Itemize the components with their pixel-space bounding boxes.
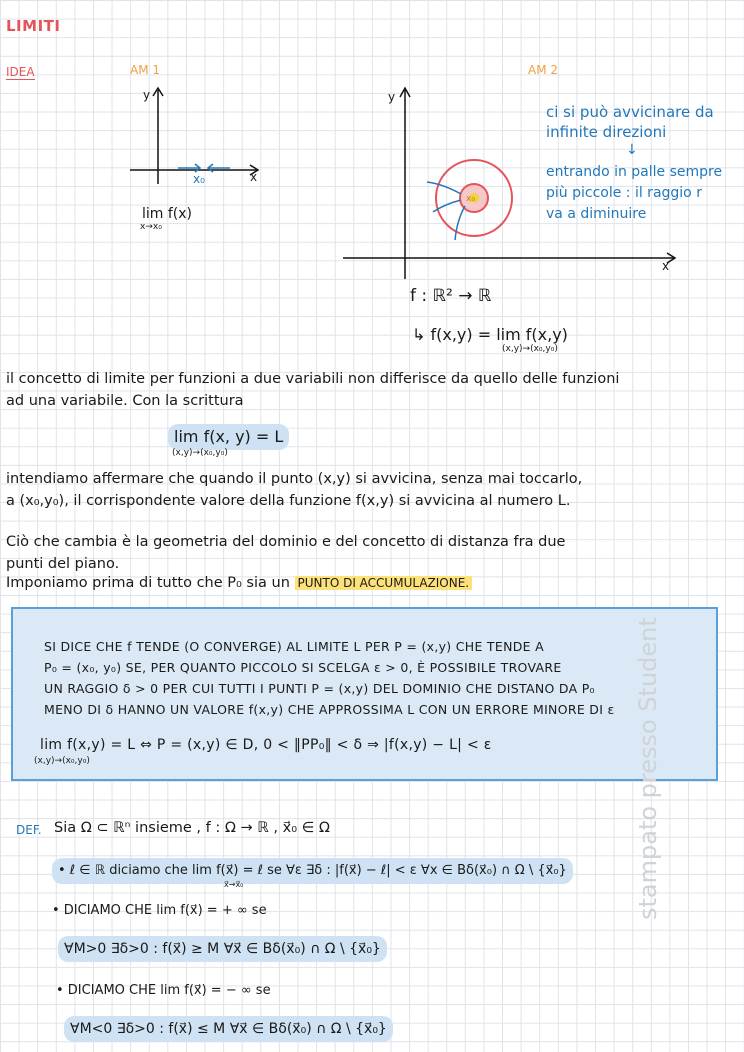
paragraph-line: Ciò che cambia è la geometria del dominio e del concetto di distanza fra due xyxy=(6,534,566,550)
am1-limit-sub: x→x₀ xyxy=(140,222,162,232)
definition-box-formula: lim f(x,y) = L ⇔ P = (x,y) ∈ D, 0 < ‖PP₀‖ < δ ⇒ |f(x,y) − L| < ε xyxy=(40,737,492,753)
paragraph-line: ad una variabile. Con la scrittura xyxy=(6,393,244,409)
paragraph-3 xyxy=(6,531,565,575)
paragraph-line: a (x₀,y₀), il corrispondente valore della funzione f(x,y) si avvicina al numero L. xyxy=(6,493,571,509)
box-line: P₀ = (x₀, y₀) SE, PER QUANTO PICCOLO SI SCELGA ε > 0, È POSSIBILE TROVARE xyxy=(44,660,562,675)
paragraph-line: punti del piano. xyxy=(6,556,120,572)
def-label: DEF. xyxy=(16,823,42,837)
am2-note-line: infinite direzioni xyxy=(546,123,667,141)
am1-point-label: x₀ xyxy=(193,172,205,186)
paragraph-line: il concetto di limite per funzioni a due variabili non differisce da quello delle funzioni xyxy=(6,371,620,387)
am2-x-label: x xyxy=(662,259,670,273)
def-lim-sub: x⃗→x⃗₀ xyxy=(224,880,244,889)
def-item-minus-infinity-condition: ∀M<0 ∃δ>0 : f(x⃗) ≤ M ∀x⃗ ∈ Bδ(x⃗₀) ∩ Ω \ {x⃗₀} xyxy=(64,1016,393,1042)
am2-label: AM 2 xyxy=(528,63,559,77)
watermark xyxy=(634,919,662,920)
am1-y-label: y xyxy=(143,88,151,102)
am2-note-line: entrando in palle sempre xyxy=(546,164,723,180)
am1-x-label: x xyxy=(250,170,258,184)
formula-limit-sub: (x,y)→(x₀,y₀) xyxy=(172,448,228,458)
page-title: LIMITI xyxy=(6,17,61,35)
definition-box-formula-sub: (x,y)→(x₀,y₀) xyxy=(34,756,90,766)
am2-note-directions xyxy=(546,102,714,142)
am2-function-limit-sub: (x,y)→(x₀,y₀) xyxy=(502,344,558,354)
def-intro: Sia Ω ⊂ ℝⁿ insieme , f : Ω → ℝ , x⃗₀ ∈ Ω xyxy=(54,820,330,836)
box-line: SI DICE CHE f TENDE (O CONVERGE) AL LIMITE L PER P = (x,y) CHE TENDE A xyxy=(44,639,544,654)
paragraph-4 xyxy=(6,572,472,594)
am2-note-line: più piccole : il raggio r xyxy=(546,185,702,201)
def-item-plus-infinity: • DICIAMO CHE lim f(x⃗) = + ∞ se xyxy=(52,903,267,918)
am1-label: AM 1 xyxy=(130,63,161,77)
am2-note-balls xyxy=(546,162,722,225)
def-item-finite-limit: • ℓ ∈ ℝ diciamo che lim f(x⃗) = ℓ se ∀ε ∃δ : |f(x⃗) − ℓ| < ε ∀x ∈ Bδ(x⃗₀) ∩ Ω \ {x⃗₀} xyxy=(52,858,573,884)
definition-box-text xyxy=(44,636,615,720)
am2-note-line: ci si può avvicinare da xyxy=(546,103,714,121)
am1-limit-caption: lim f(x) xyxy=(142,206,193,222)
am2-point-label: x₀ xyxy=(466,194,475,204)
box-line: UN RAGGIO δ > 0 PER CUI TUTTI I PUNTI P = (x,y) DEL DOMINIO CHE DISTANO DA P₀ xyxy=(44,681,595,696)
idea-label: IDEA xyxy=(6,65,35,79)
paragraph-line: intendiamo affermare che quando il punto (x,y) si avvicina, senza mai toccarlo, xyxy=(6,471,583,487)
am2-down-arrow: ↓ xyxy=(626,142,638,158)
am2-note-line: va a diminuire xyxy=(546,206,647,222)
box-line: MENO DI δ HANNO UN VALORE f(x,y) CHE APPROSSIMA L CON UN ERRORE MINORE DI ε xyxy=(44,702,615,717)
def-item-minus-infinity: • DICIAMO CHE lim f(x⃗) = − ∞ se xyxy=(56,983,271,998)
am2-function-def: f : ℝ² → ℝ xyxy=(410,286,492,306)
am2-y-label: y xyxy=(388,90,396,104)
accumulation-point-highlight: PUNTO DI ACCUMULAZIONE. xyxy=(295,576,473,590)
paragraph-4-prefix: Imponiamo prima di tutto che P₀ sia un xyxy=(6,575,290,591)
def-item-plus-infinity-condition: ∀M>0 ∃δ>0 : f(x⃗) ≥ M ∀x⃗ ∈ Bδ(x⃗₀) ∩ Ω \ {x⃗₀} xyxy=(58,936,387,962)
paragraph-2 xyxy=(6,468,582,512)
paragraph-1 xyxy=(6,368,619,412)
formula-limit-highlight: lim f(x, y) = L xyxy=(168,424,289,450)
am2-function-limit: ↳ f(x,y) = lim f(x,y) xyxy=(412,325,568,344)
